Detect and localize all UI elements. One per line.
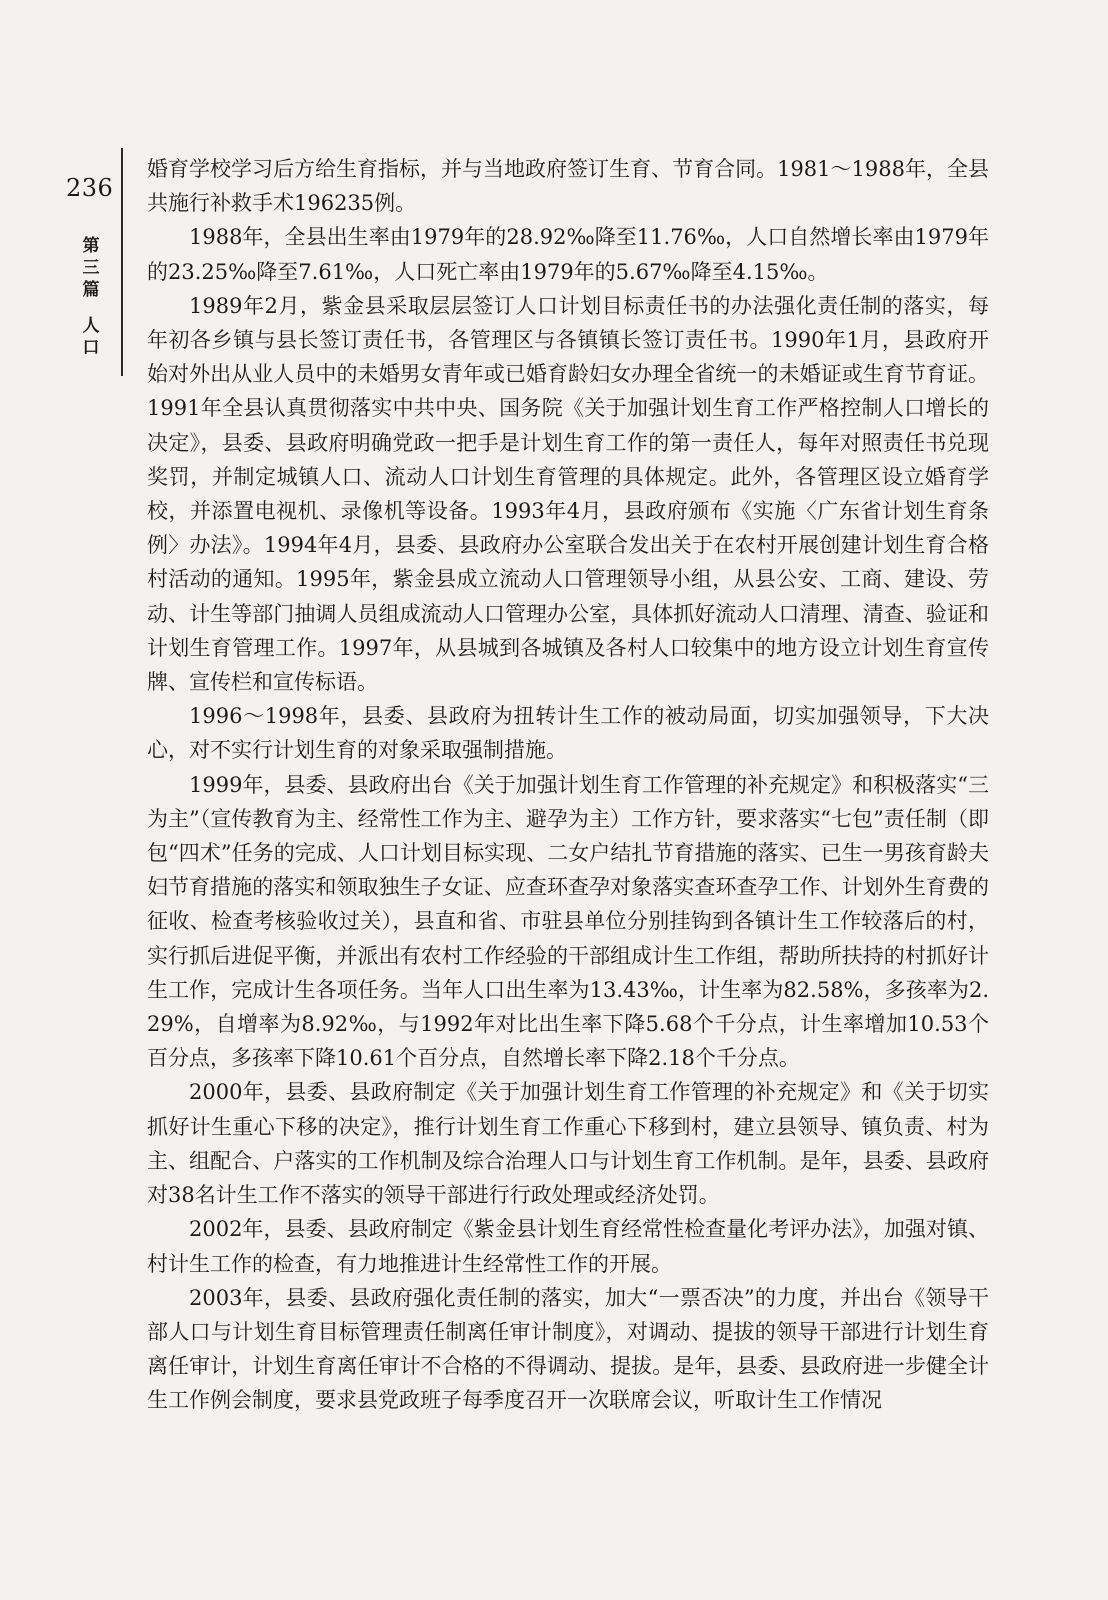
section-part-char-2: 三 (82, 258, 100, 278)
paragraph-3: 1989年2月，紫金县采取层层签订人口计划目标责任书的办法强化责任制的落实，每年初各乡镇与县长签订责任书，各管理区与各镇镇长签订责任书。1990年1月，县政府开始对外出从业人员中的未婚男女青年或已婚育龄妇女办理全省统一的未婚证或生育节育证。1991年全县认真贯彻落实中共中央、国务院《关于加强计划生育工作严格控制人口增长的决定》，县委、县政府明确党政一把手是计划生育工作的第一责任人，每年对照责任书兑现奖罚，并制定城镇人口、流动人口计划生育管理的具体规定。此外，各管理区设立婚育学校，并添置电视机、录像机等设备。1993年4月，县政府颁布《实施〈广东省计划生育条例〉办法》。1994年4月，县委、县政府办公室联合发出关于在农村开展创建计划生育合格村活动的通知。1995年，紫金县成立流动人口管理领导小组，从县公安、工商、建设、劳动、计生等部门抽调人员组成流动人口管理办公室，具体抓好流动人口清理、清查、验证和计划生育管理工作。1997年，从县城到各城镇及各村人口较集中的地方设立计划生育宣传牌、宣传栏和宣传标语。 (147, 293, 989, 695)
section-title-char-2: 口 (82, 338, 100, 358)
paragraph-4: 1996～1998年，县委、县政府为扭转计生工作的被动局面，切实加强领导，下大决心，对不实行计划生育的对象采取强制措施。 (147, 704, 989, 763)
paragraph-6: 2000年，县委、县政府制定《关于加强计划生育工作管理的补充规定》和《关于切实抓好计生重心下移的决定》，推行计划生育工作重心下移到村，建立县领导、镇负责、村为主、组配合、户落实的工作机制及综合治理人口与计划生育工作机制。是年，县委、县政府对38名计生工作不落实的领导干部进行行政处理或经济处罚。 (147, 1080, 989, 1208)
paragraph-7: 2002年，县委、县政府制定《紫金县计划生育经常性检查量化考评办法》，加强对镇、村计生工作的检查，有力地推进计生经常性工作的开展。 (147, 1217, 989, 1276)
side-divider (121, 148, 123, 376)
paragraph-1: 婚育学校学习后方给生育指标，并与当地政府签订生育、节育合同。1981～1988年，全县共施行补救手术196235例。 (147, 157, 989, 216)
text-body (147, 152, 989, 1418)
section-gap (78, 301, 104, 315)
section-title-char-1: 人 (82, 316, 100, 336)
paragraph-2: 1988年，全县出生率由1979年的28.92‰降至11.76‰，人口自然增长率由1979年的23.25‰降至7.61‰，人口死亡率由1979年的5.67‰降至4.15‰。 (147, 225, 989, 284)
section-label (78, 235, 104, 359)
page-number: 236 (66, 174, 114, 202)
paragraph-8: 2003年，县委、县政府强化责任制的落实，加大“一票否决”的力度，并出台《领导干部人口与计划生育目标管理责任制离任审计制度》，对调动、提拔的领导干部进行计划生育离任审计，计划生育离任审计不合格的不得调动、提拔。是年，县委、县政府进一步健全计生工作例会制度，要求县党政班子每季度召开一次联席会议，听取计生工作情况 (147, 1285, 989, 1413)
section-part-char-1: 第 (82, 236, 100, 256)
section-part-char-3: 篇 (82, 280, 100, 300)
paragraph-5: 1999年，县委、县政府出台《关于加强计划生育工作管理的补充规定》和积极落实“三为主”（宣传教育为主、经常性工作为主、避孕为主）工作方针，要求落实“七包”责任制（即包“四术”任务的完成、人口计划目标实现、二女户结扎节育措施的落实、已生一男孩育龄夫妇节育措施的落实和领取独生子女证、应查环查孕对象落实查环查孕工作、计划外生育费的征收、检查考核验收过关），县直和省、市驻县单位分别挂钩到各镇计生工作较落后的村，实行抓后进促平衡，并派出有农村工作经验的干部组成计生工作组，帮助所扶持的村抓好计生工作，完成计生各项任务。当年人口出生率为13.43‰，计生率为82.58%，多孩率为2.29%，自增率为8.92‰，与1992年对比出生率下降5.68个千分点，计生率增加10.53个百分点，多孩率下降10.61个百分点，自然增长率下降2.18个千分点。 (147, 772, 989, 1071)
